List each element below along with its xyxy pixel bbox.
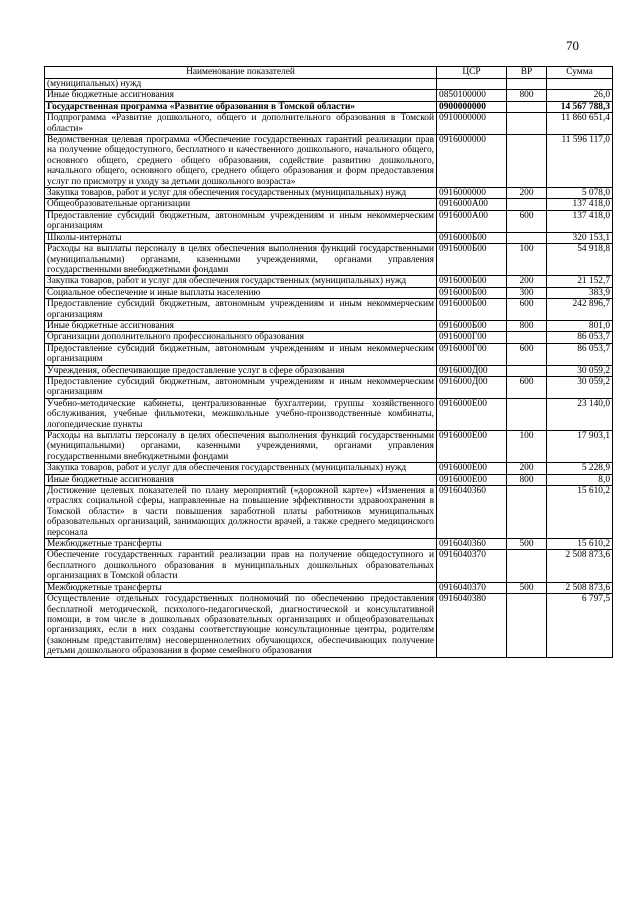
table-row: [45, 582, 613, 593]
sum-cell: 14 567 788,3: [547, 101, 613, 112]
csr-cell: 0916000Д00: [437, 365, 507, 376]
sum-cell: 21 152,7: [547, 276, 613, 287]
name-cell: Государственная программа «Развитие образования в Томской области»: [45, 101, 437, 112]
name-cell: Достижение целевых показателей по плану мероприятий («дорожной карте») «Изменения в отраслях социальной сферы, направленные на повышение эффективности здравоохранения в Томской области» в части повышения заработной платы работников муниципальных образовательных организаций, занимающих должности врачей, а также среднего медицинского персонала: [45, 486, 437, 539]
table-row: [45, 320, 613, 331]
vr-cell: 600: [507, 376, 547, 398]
name-cell: Закупка товаров, работ и услуг для обеспечения государственных (муниципальных) нужд: [45, 276, 437, 287]
name-cell: Межбюджетные трансферты: [45, 539, 437, 550]
table-row: [45, 90, 613, 101]
csr-cell: [437, 79, 507, 90]
table-row: [45, 276, 613, 287]
name-cell: Обеспечение государственных гарантий реализации прав на получение общедоступного и бесплатного дошкольного образования в муниципальных дошкольных образовательных организациях в Томской области: [45, 550, 437, 582]
name-cell: Межбюджетные трансферты: [45, 582, 437, 593]
sum-cell: 2 508 873,6: [547, 582, 613, 593]
name-cell: Расходы на выплаты персоналу в целях обеспечения выполнения функций государственными (муниципальными) органами, казенными учреждениями, органами управления государственными внебюджетными фондами: [45, 431, 437, 463]
sum-cell: 137 418,0: [547, 199, 613, 210]
table-row: [45, 79, 613, 90]
table-row: [45, 232, 613, 243]
csr-cell: 0916000А00: [437, 199, 507, 210]
sum-cell: 86 053,7: [547, 332, 613, 343]
table-row: [45, 594, 613, 657]
vr-cell: 300: [507, 287, 547, 298]
vr-cell: [507, 332, 547, 343]
vr-cell: 200: [507, 276, 547, 287]
sum-cell: 8,0: [547, 474, 613, 485]
sum-cell: 2 508 873,6: [547, 550, 613, 582]
csr-cell: 0916000Г00: [437, 343, 507, 365]
vr-cell: 800: [507, 320, 547, 331]
vr-cell: 800: [507, 90, 547, 101]
page-number: 70: [566, 38, 579, 53]
table-row: [45, 188, 613, 199]
name-cell: Закупка товаров, работ и услуг для обеспечения государственных (муниципальных) нужд: [45, 463, 437, 474]
csr-cell: 0916000Б00: [437, 244, 507, 276]
name-cell: Иные бюджетные ассигнования: [45, 320, 437, 331]
vr-cell: [507, 232, 547, 243]
table-row: [45, 287, 613, 298]
name-cell: Организации дополнительного профессионального образования: [45, 332, 437, 343]
sum-cell: 320 153,1: [547, 232, 613, 243]
vr-cell: [507, 365, 547, 376]
sum-cell: 11 860 651,4: [547, 113, 613, 135]
table-row: [45, 244, 613, 276]
vr-cell: 600: [507, 299, 547, 321]
csr-cell: 0910000000: [437, 113, 507, 135]
vr-cell: 200: [507, 463, 547, 474]
vr-cell: 600: [507, 210, 547, 232]
table-row: [45, 550, 613, 582]
table-row: [45, 210, 613, 232]
name-cell: Закупка товаров, работ и услуг для обеспечения государственных (муниципальных) нужд: [45, 188, 437, 199]
vr-cell: 200: [507, 188, 547, 199]
table-row: [45, 486, 613, 539]
sum-cell: 5 228,9: [547, 463, 613, 474]
vr-cell: 100: [507, 244, 547, 276]
csr-cell: 0916000Е00: [437, 398, 507, 430]
vr-cell: 800: [507, 474, 547, 485]
table-row: [45, 398, 613, 430]
table-row: [45, 539, 613, 550]
csr-cell: 0916040360: [437, 486, 507, 539]
sum-cell: 86 053,7: [547, 343, 613, 365]
table-row: [45, 135, 613, 188]
name-cell: Осуществление отдельных государственных полномочий по обеспечению предоставления бесплатной методической, психолого-педагогической, диагностической и консультативной помощи, в том числе в дошкольных образовательных организациях и общеобразовательных организациях, если в них созданы соответствующие консультационные центры, родителям (законным представителям) несовершеннолетних обучающихся, обеспечивающих получение детьми дошкольного образования в форме семейного образования: [45, 594, 437, 657]
name-cell: Общеобразовательные организации: [45, 199, 437, 210]
sum-cell: 15 610,2: [547, 486, 613, 539]
vr-cell: [507, 398, 547, 430]
header-csr: ЦСР: [437, 67, 507, 79]
name-cell: Подпрограмма «Развитие дошкольного, общего и дополнительного образования в Томской области»: [45, 113, 437, 135]
vr-cell: [507, 199, 547, 210]
csr-cell: 0916000Е00: [437, 431, 507, 463]
table-row: [45, 365, 613, 376]
sum-cell: 6 797,5: [547, 594, 613, 657]
sum-cell: 242 896,7: [547, 299, 613, 321]
csr-cell: 0900000000: [437, 101, 507, 112]
name-cell: Учреждения, обеспечивающие предоставление услуг в сфере образования: [45, 365, 437, 376]
csr-cell: 0850100000: [437, 90, 507, 101]
budget-table: [44, 66, 613, 658]
sum-cell: 17 903,1: [547, 431, 613, 463]
table-row: [45, 299, 613, 321]
csr-cell: 0916000000: [437, 135, 507, 188]
name-cell: Ведомственная целевая программа «Обеспечение государственных гарантий реализации прав на получение общедоступного, бесплатного и качественного дошкольного, начального общего, основного общего, среднего общего образования, содействие развитию дошкольного, начального общего, основного общего, среднего общего образования и форм предоставления услуг по присмотру и уходу за детьми дошкольного возраста»: [45, 135, 437, 188]
header-name: Наименование показателей: [45, 67, 437, 79]
csr-cell: 0916000Б00: [437, 232, 507, 243]
name-cell: Предоставление субсидий бюджетным, автономным учреждениям и иным некоммерческим организациям: [45, 299, 437, 321]
vr-cell: 100: [507, 431, 547, 463]
csr-cell: 0916040380: [437, 594, 507, 657]
vr-cell: 500: [507, 539, 547, 550]
header-vr: ВР: [507, 67, 547, 79]
csr-cell: 0916000000: [437, 188, 507, 199]
sum-cell: 5 078,0: [547, 188, 613, 199]
sum-cell: 383,9: [547, 287, 613, 298]
table-row: [45, 376, 613, 398]
csr-cell: 0916000Б00: [437, 299, 507, 321]
table-row: [45, 343, 613, 365]
table-row: [45, 332, 613, 343]
name-cell: Иные бюджетные ассигнования: [45, 90, 437, 101]
table-header-row: [45, 67, 613, 79]
csr-cell: 0916000Б00: [437, 320, 507, 331]
vr-cell: [507, 594, 547, 657]
name-cell: Иные бюджетные ассигнования: [45, 474, 437, 485]
table-row: [45, 431, 613, 463]
name-cell: Расходы на выплаты персоналу в целях обеспечения выполнения функций государственными (муниципальными) органами, казенными учреждениями, органами управления государственными внебюджетными фондами: [45, 244, 437, 276]
sum-cell: 26,0: [547, 90, 613, 101]
name-cell: Социальное обеспечение и иные выплаты населению: [45, 287, 437, 298]
vr-cell: [507, 486, 547, 539]
name-cell: Школы-интернаты: [45, 232, 437, 243]
table-row: [45, 199, 613, 210]
vr-cell: [507, 550, 547, 582]
vr-cell: 500: [507, 582, 547, 593]
sum-cell: 30 059,2: [547, 376, 613, 398]
vr-cell: [507, 101, 547, 112]
sum-cell: 30 059,2: [547, 365, 613, 376]
csr-cell: 0916040370: [437, 550, 507, 582]
csr-cell: 0916040370: [437, 582, 507, 593]
name-cell: Предоставление субсидий бюджетным, автономным учреждениям и иным некоммерческим организациям: [45, 343, 437, 365]
csr-cell: 0916000Б00: [437, 287, 507, 298]
sum-cell: 11 596 117,0: [547, 135, 613, 188]
csr-cell: 0916000Б00: [437, 276, 507, 287]
table-row: [45, 474, 613, 485]
csr-cell: 0916000Е00: [437, 474, 507, 485]
vr-cell: 600: [507, 343, 547, 365]
table-row: [45, 463, 613, 474]
name-cell: Предоставление субсидий бюджетным, автономным учреждениям и иным некоммерческим организациям: [45, 376, 437, 398]
name-cell: Предоставление субсидий бюджетным, автономным учреждениям и иным некоммерческим организациям: [45, 210, 437, 232]
table-row: [45, 113, 613, 135]
vr-cell: [507, 79, 547, 90]
name-cell: (муниципальных) нужд: [45, 79, 437, 90]
sum-cell: 137 418,0: [547, 210, 613, 232]
csr-cell: 0916000Д00: [437, 376, 507, 398]
name-cell: Учебно-методические кабинеты, централизованные бухгалтерии, группы хозяйственного обслуживания, учебные фильмотеки, межшкольные учебно-производственные комбинаты, логопедические пункты: [45, 398, 437, 430]
csr-cell: 0916000Е00: [437, 463, 507, 474]
header-sum: Сумма: [547, 67, 613, 79]
sum-cell: 801,0: [547, 320, 613, 331]
sum-cell: 15 610,2: [547, 539, 613, 550]
csr-cell: 0916000А00: [437, 210, 507, 232]
csr-cell: 0916000Г00: [437, 332, 507, 343]
sum-cell: 23 140,0: [547, 398, 613, 430]
table-row: [45, 101, 613, 112]
sum-cell: [547, 79, 613, 90]
csr-cell: 0916040360: [437, 539, 507, 550]
vr-cell: [507, 113, 547, 135]
sum-cell: 54 918,8: [547, 244, 613, 276]
vr-cell: [507, 135, 547, 188]
